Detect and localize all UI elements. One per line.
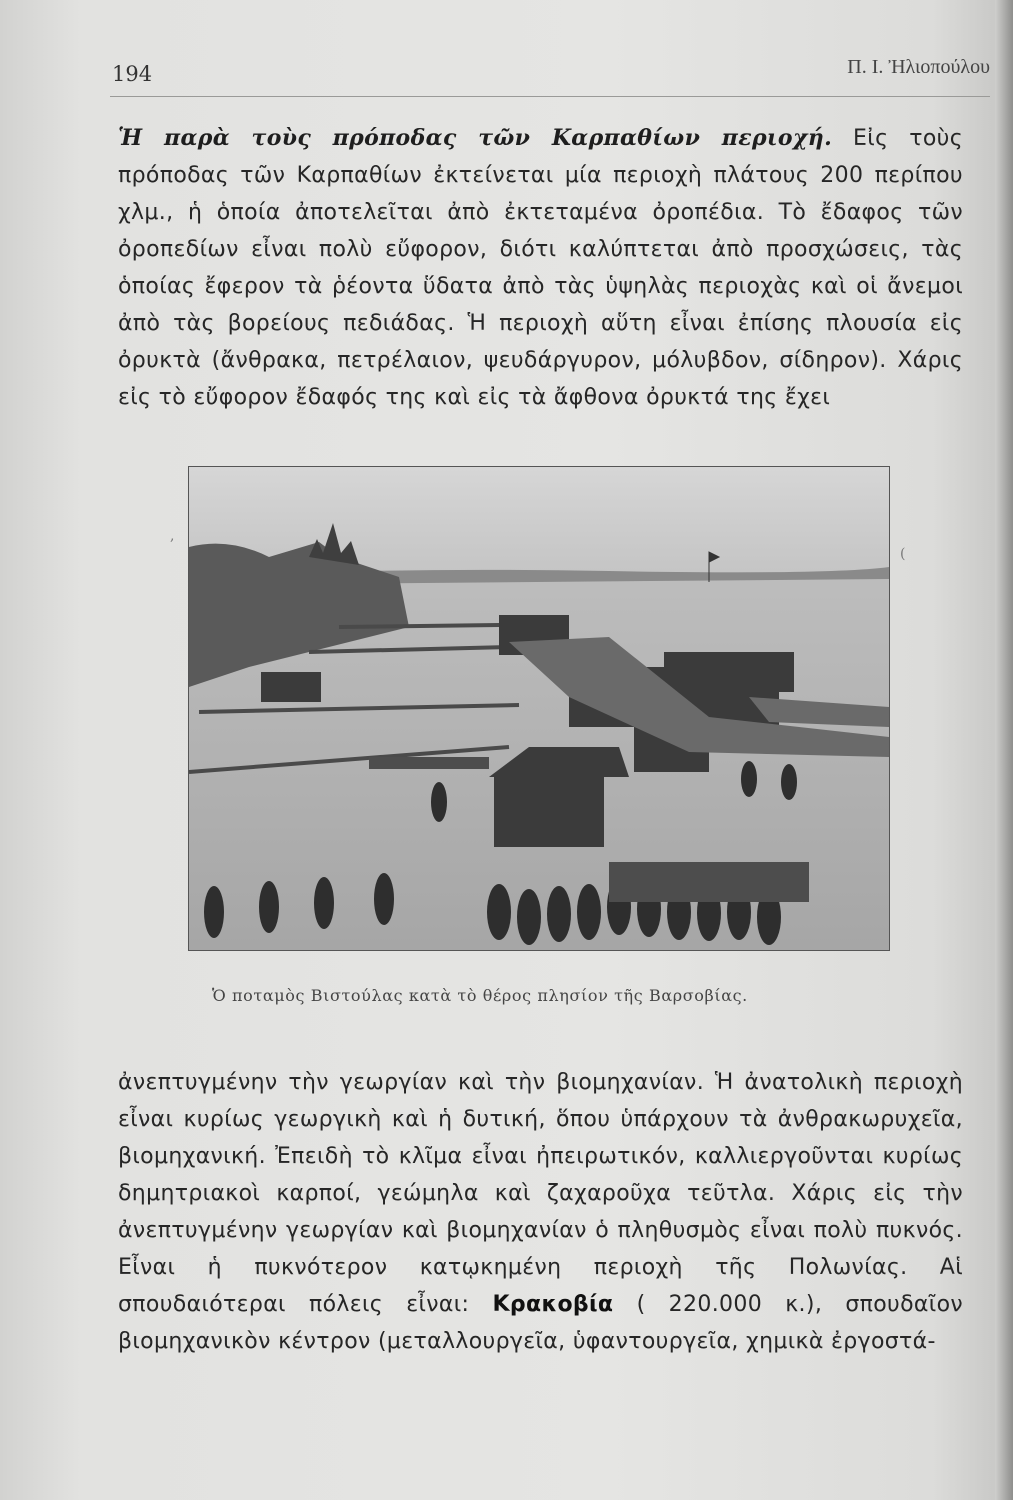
vistula-river-photo: [188, 466, 890, 951]
section-heading: Ἡ παρὰ τοὺς πρόποδας τῶν Καρπαθίων περιοχή.: [118, 125, 833, 151]
running-head-author: Π. Ι. Ἠλιοπούλου: [847, 56, 990, 78]
margin-mark-right: (: [900, 546, 906, 562]
paragraph-text-continued: ( 220.000 κ.), σπουδαῖον βιομηχανικὸν κέντρον (μεταλλουργεῖα, ὑφαντουργεῖα, χημικὰ ἐργοστά-: [118, 1292, 964, 1354]
photo-caption: Ὁ ποταμὸς Βιστούλας κατὰ τὸ θέρος πλησίον τῆς Βαρσοβίας.: [212, 986, 748, 1005]
river-photo-illustration: [189, 467, 889, 950]
page-spine-shadow: [995, 0, 1013, 1500]
margin-mark-left: ,: [170, 528, 175, 544]
page-header: [110, 50, 990, 97]
paragraph-agriculture-industry: [118, 1064, 963, 1360]
paragraph-carpathian-region: [118, 120, 963, 416]
page-number: 194: [112, 62, 153, 86]
paragraph-text: ἀνεπτυγμένην τὴν γεωργίαν καὶ τὴν βιομηχανίαν. Ἡ ἀνατολικὴ περιοχὴ εἶναι κυρίως γεωργικὴ καὶ ἡ δυτική, ὅπου ὑπάρχουν τὰ ἀνθρακωρυχεῖα, βιομηχανική. Ἐπειδὴ τὸ κλῖμα εἶναι ἠπειρωτικόν, καλλιεργοῦνται κυρίως δημητριακοὶ καρποί, γεώμηλα καὶ ζαχαροῦχα τεῦτλα. Χάρις εἰς τὴν ἀνεπτυγμένην γεωργίαν καὶ βιομηχανίαν ὁ πληθυσμὸς εἶναι πολὺ πυκνός. Εἶναι ἡ πυκνότερον κατῳκημένη περιοχὴ τῆς Πολωνίας. Αἱ σπουδαιότεραι πόλεις εἶναι:: [118, 1070, 963, 1317]
city-name-krakow: Κρακοβία: [492, 1292, 614, 1317]
paragraph-text: Εἰς τοὺς πρόποδας τῶν Καρπαθίων ἐκτείνεται μία περιοχὴ πλάτους 200 περίπου χλμ., ἡ ὁποία ἀποτελεῖται ἀπὸ ἐκτεταμένα ὀροπέδια. Τὸ ἔδαφος τῶν ὀροπεδίων εἶναι πολὺ εὔφορον, διότι καλύπτεται ἀπὸ προσχώσεις, τὰς ὁποίας ἔφερον τὰ ῥέοντα ὕδατα ἀπὸ τὰς ὑψηλὰς περιοχὰς καὶ οἱ ἄνεμοι ἀπὸ τὰς βορείους πεδιάδας. Ἡ περιοχὴ αὕτη εἶναι ἐπίσης πλουσία εἰς ὀρυκτὰ (ἄνθρακα, πετρέλαιον, ψευδάργυρον, μόλυβδον, σίδηρον). Χάρις εἰς τὸ εὔφορον ἔδαφός της καὶ εἰς τὰ ἄφθονα ὀρυκτά της ἔχει: [118, 126, 963, 410]
